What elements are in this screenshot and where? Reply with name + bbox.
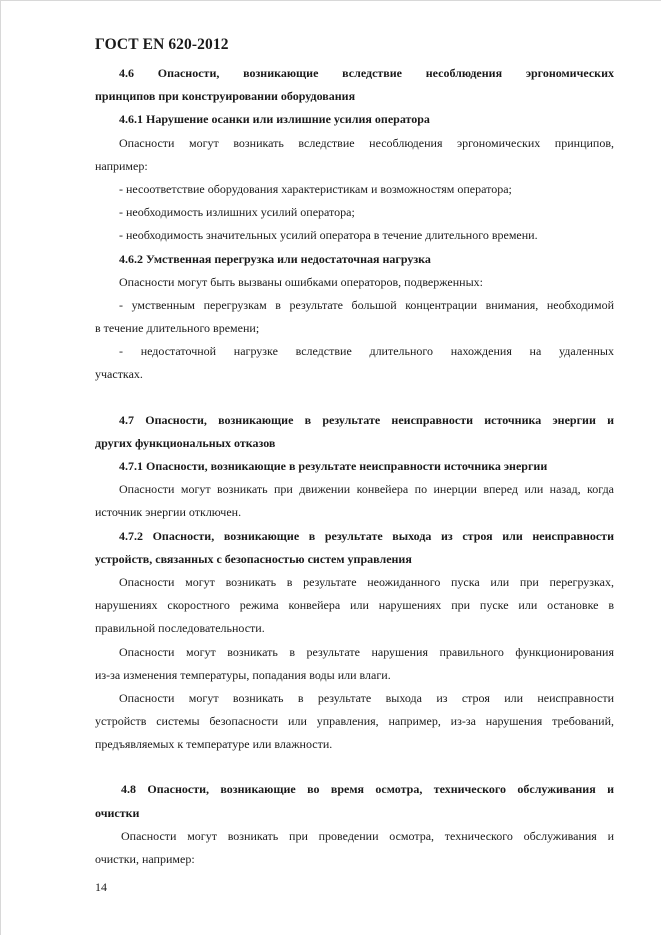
section-heading-4-8-cont: очистки: [95, 805, 140, 820]
section-heading-4-6-cont: принципов при конструировании оборудования: [95, 89, 356, 104]
paragraph-line: Опасности могут возникать в результате выхода из строя или неисправности: [119, 690, 614, 705]
section-heading-4-8: 4.8 Опасности, возникающие во время осмотра, технического обслуживания и: [121, 782, 614, 797]
subsection-heading-4-7-2: 4.7.2 Опасности, возникающие в результате выхода из строя или неисправности: [119, 528, 614, 543]
page-number: 14: [95, 880, 107, 894]
paragraph-line: из-за изменения температуры, попадания воды или влаги.: [95, 667, 391, 682]
section-gap: [95, 387, 614, 409]
paragraph-line: правильной последовательности.: [95, 621, 265, 636]
section-gap: [95, 756, 614, 778]
section-heading-4-7: 4.7 Опасности, возникающие в результате неисправности источника энергии и: [119, 412, 614, 427]
page-body: [95, 62, 614, 871]
paragraph-line: Опасности могут быть вызваны ошибками операторов, подверженных:: [119, 274, 483, 289]
paragraph-line: Опасности могут возникать в результате неожиданного пуска или при перегрузках,: [119, 574, 614, 589]
subsection-heading-4-7-1: 4.7.1 Опасности, возникающие в результате неисправности источника энергии: [119, 459, 548, 473]
paragraph-line: источник энергии отключен.: [95, 505, 242, 520]
section-heading-4-7-cont: других функциональных отказов: [95, 435, 276, 450]
document-header: ГОСТ EN 620-2012: [95, 36, 229, 53]
paragraph-line: предъявляемых к температуре или влажности.: [95, 737, 333, 752]
subsection-heading-4-6-2: 4.6.2 Умственная перегрузка или недостаточная нагрузка: [119, 251, 431, 266]
list-item-cont: участках.: [95, 367, 143, 382]
list-item: - недостаточной нагрузке вследствие длительного нахождения на удаленных: [119, 344, 614, 359]
list-item: - умственным перегрузкам в результате большой концентрации внимания, необходимой: [119, 297, 614, 312]
paragraph-line: Опасности могут возникать вследствие несоблюдения эргономических принципов,: [119, 135, 614, 150]
list-item: - несоответствие оборудования характеристикам и возможностям оператора;: [119, 181, 512, 196]
subsection-heading-4-6-1: 4.6.1 Нарушение осанки или излишние усилия оператора: [119, 112, 430, 127]
subsection-heading-4-7-2-cont: устройств, связанных с безопасностью систем управления: [95, 551, 412, 566]
paragraph-line: Опасности могут возникать при движении конвейера по инерции вперед или назад, когда: [119, 482, 614, 497]
paragraph-line: устройств системы безопасности или управления, например, из-за нарушения требований,: [95, 714, 614, 729]
paragraph-line: нарушениях скоростного режима конвейера или нарушениях при пуске или остановке в: [95, 598, 614, 613]
list-item: - необходимость излишних усилий оператора;: [119, 205, 355, 220]
page-border-top: [0, 0, 661, 1]
list-item-cont: в течение длительного времени;: [95, 321, 260, 336]
paragraph-line: например:: [95, 158, 148, 173]
list-item: - необходимость значительных усилий оператора в течение длительного времени.: [119, 228, 538, 243]
page-border-left: [0, 0, 1, 935]
paragraph-line: Опасности могут возникать в результате нарушения правильного функционирования: [119, 644, 614, 659]
section-heading-4-6: 4.6 Опасности, возникающие вследствие несоблюдения эргономических: [119, 66, 614, 80]
paragraph-line: Опасности могут возникать при проведении осмотра, технического обслуживания и: [121, 828, 614, 843]
paragraph-line: очистки, например:: [95, 852, 195, 866]
